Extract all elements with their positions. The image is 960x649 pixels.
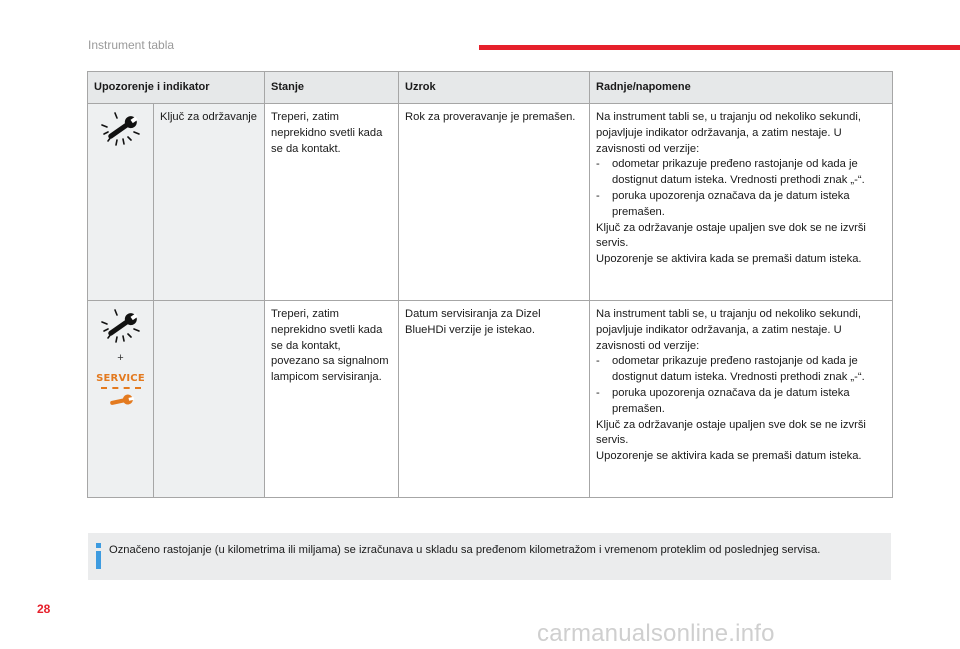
plus-sign: + [117,352,124,364]
table-header-row [88,72,893,104]
actions-list-item: - odometar prikazuje pređeno rastojanje od kada je dostignut datum isteka. Vrednosti prethodi znak „-“. [596,355,865,384]
table-row [88,104,893,301]
info-note-text: Označeno rastojanje (u kilometrima ili miljama) se izračunava u skladu sa pređenom kilometražom i vremenom proteklim od poslednjeg servisa. [109,544,821,556]
service-divider [101,387,141,389]
state-cell: Treperi, zatim neprekidno svetli kada se da kontakt, povezano sa signalnom lampicom servisiranja. [265,301,399,498]
actions-list-item: - odometar prikazuje pređeno rastojanje od kada je dostignut datum isteka. Vrednosti prethodi znak „-“. [596,158,865,187]
service-label: SERVICE [96,372,145,384]
actions-line: Upozorenje se aktivira kada se premaši datum isteka. [596,253,862,266]
actions-line: Upozorenje se aktivira kada se premaši datum isteka. [596,450,862,463]
page-number: 28 [37,602,51,616]
indicator-name [154,301,265,498]
column-header: Radnje/napomene [590,72,893,104]
actions-cell [590,301,893,498]
info-note [88,533,891,580]
indicator-name: Ključ za održavanje [154,104,265,301]
table-row [88,301,893,498]
wrench-icon [98,307,144,347]
actions-list-item: - poruka upozorenja označava da je datum isteka premašen. [596,386,850,415]
header-accent-bar [479,45,960,50]
indicator-icon-cell [88,301,154,498]
actions-line: Ključ za održavanje ostaje upaljen sve dok se ne izvrši servis. [596,418,866,447]
actions-list-item: - poruka upozorenja označava da je datum isteka premašen. [596,189,850,218]
section-title: Instrument tabla [88,38,175,52]
state-cell: Treperi, zatim neprekidno svetli kada se da kontakt. [265,104,399,301]
indicator-icon-cell [88,104,154,301]
actions-line: Ključ za održavanje ostaje upaljen sve dok se ne izvrši servis. [596,221,866,250]
actions-cell [590,104,893,301]
actions-intro: Na instrument tabli se, u trajanju od nekoliko sekundi, pojavljuje indikator održavanja, a zatim nestaje. U zavisnosti od verzije: [596,111,861,155]
column-header: Upozorenje i indikator [88,72,265,104]
actions-intro: Na instrument tabli se, u trajanju od nekoliko sekundi, pojavljuje indikator održavanja, a zatim nestaje. U zavisnosti od verzije: [596,308,861,352]
column-header: Uzrok [399,72,590,104]
cause-cell: Rok za proveravanje je premašen. [399,104,590,301]
column-header: Stanje [265,72,399,104]
info-icon [96,543,101,569]
watermark: carmanualsonline.info [537,620,775,647]
cause-cell: Datum servisiranja za Dizel BlueHDi verzije je istekao. [399,301,590,498]
wrench-icon [98,110,144,150]
service-wrench-icon [108,394,134,408]
warning-indicator-table [87,71,893,498]
